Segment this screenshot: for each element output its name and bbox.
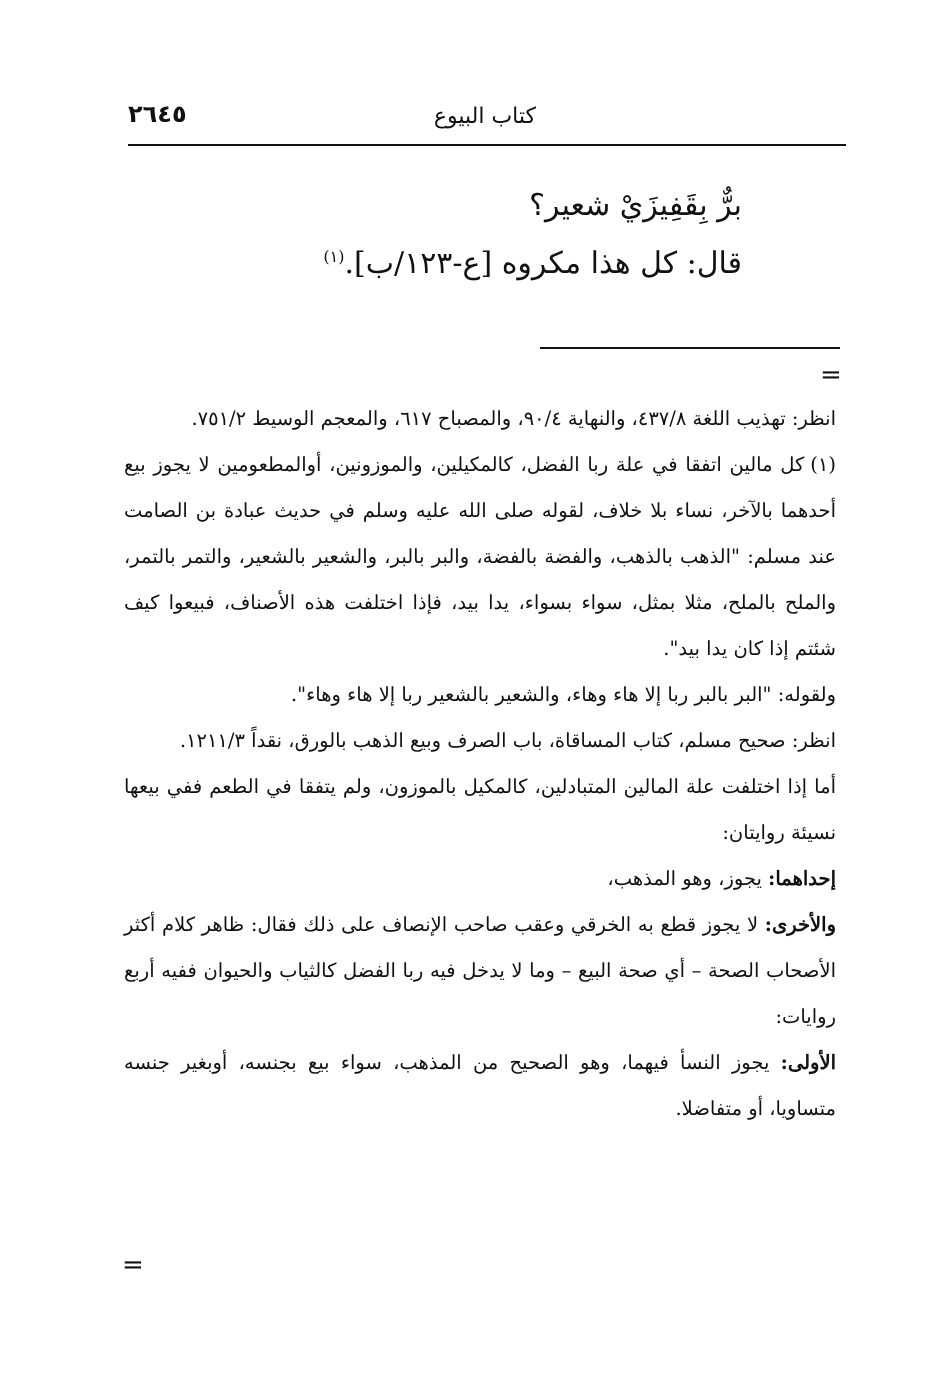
footnote-1-paragraph-6 (124, 902, 836, 1040)
chapter-title: كتاب البيوع (433, 104, 536, 129)
main-text-line-2 (323, 244, 742, 283)
page-number: ٢٦٤٥ (128, 100, 187, 128)
first-narration-text: يجوز، وهو المذهب، (607, 867, 769, 890)
footnotes-section (124, 396, 836, 1132)
label-first-narration: إحداهما: (768, 867, 836, 890)
page-header (128, 98, 846, 146)
other-narration-text: لا يجوز قطع به الخرقي وعقب صاحب الإنصاف على ذلك فقال: ظاهر كلام أكثر الأصحاب الصحة – أي صحة البيع – وما لا يدخل فيه ربا الفضل كالثياب والحيوان ففيه أربع روايات: (124, 913, 836, 1028)
footnote-1-paragraph-7 (124, 1040, 836, 1132)
footnote-1-number: (١) (810, 453, 836, 476)
footnote-divider (540, 347, 840, 349)
footnote-continued: انظر: تهذيب اللغة ٤٣٧/٨، والنهاية ٩٠/٤، والمصباح ٦١٧، والمعجم الوسيط ٧٥١/٢. (191, 407, 836, 430)
continuation-mark-top: = (820, 360, 842, 390)
footnote-marker: (١) (323, 247, 345, 266)
footnote-1-reference: انظر: صحيح مسلم، كتاب المساقاة، باب الصرف وبيع الذهب بالورق، نقداً ١٢١١/٣. (179, 729, 836, 752)
footnote-1-paragraph-4: أما إذا اختلفت علة المالين المتبادلين، كالمكيل بالموزون، ولم يتفقا في الطعم ففي بيعها نسيئة روايتان: (124, 775, 836, 844)
label-other-narration: والأخرى: (764, 913, 836, 936)
label-first-of-four: الأولى: (780, 1051, 836, 1074)
main-text-line-2-content: قال: كل هذا مكروه [ع-١٢٣/ب]. (344, 246, 742, 281)
footnote-1-paragraph-5 (124, 856, 836, 902)
footnote-1-paragraph-2: ولقوله: "البر بالبر ربا إلا هاء وهاء، والشعير بالشعير ربا إلا هاء وهاء". (290, 683, 836, 706)
footnote-1-paragraph-1 (124, 442, 836, 672)
first-of-four-text: يجوز النسأ فيهما، وهو الصحيح من المذهب، سواء بيع بجنسه، أوبغير جنسه متساويا، أو متفاضلا. (124, 1051, 836, 1120)
continuation-mark-bottom: = (122, 1250, 144, 1280)
footnote-1-text: كل مالين اتفقا في علة ربا الفضل، كالمكيلين، والموزونين، أوالمطعومين لا يجوز بيع أحدهما بالآخر، نساء بلا خلاف، لقوله صلى الله عليه وسلم في حديث عبادة بن الصامت عند مسلم: "الذهب بالذهب، والفضة بالفضة، والبر بالبر، والشعير بالشعير، والتمر بالتمر، والملح بالملح، مثلا بمثل، سواء بسواء، يدا بيد، فإذا اختلفت هذه الأصناف، فبيعوا كيف شئتم إذا كان يدا بيد". (124, 453, 836, 660)
main-text-line-1: برٌّ بِقَفِيزَيْ شعير؟ (529, 188, 742, 223)
